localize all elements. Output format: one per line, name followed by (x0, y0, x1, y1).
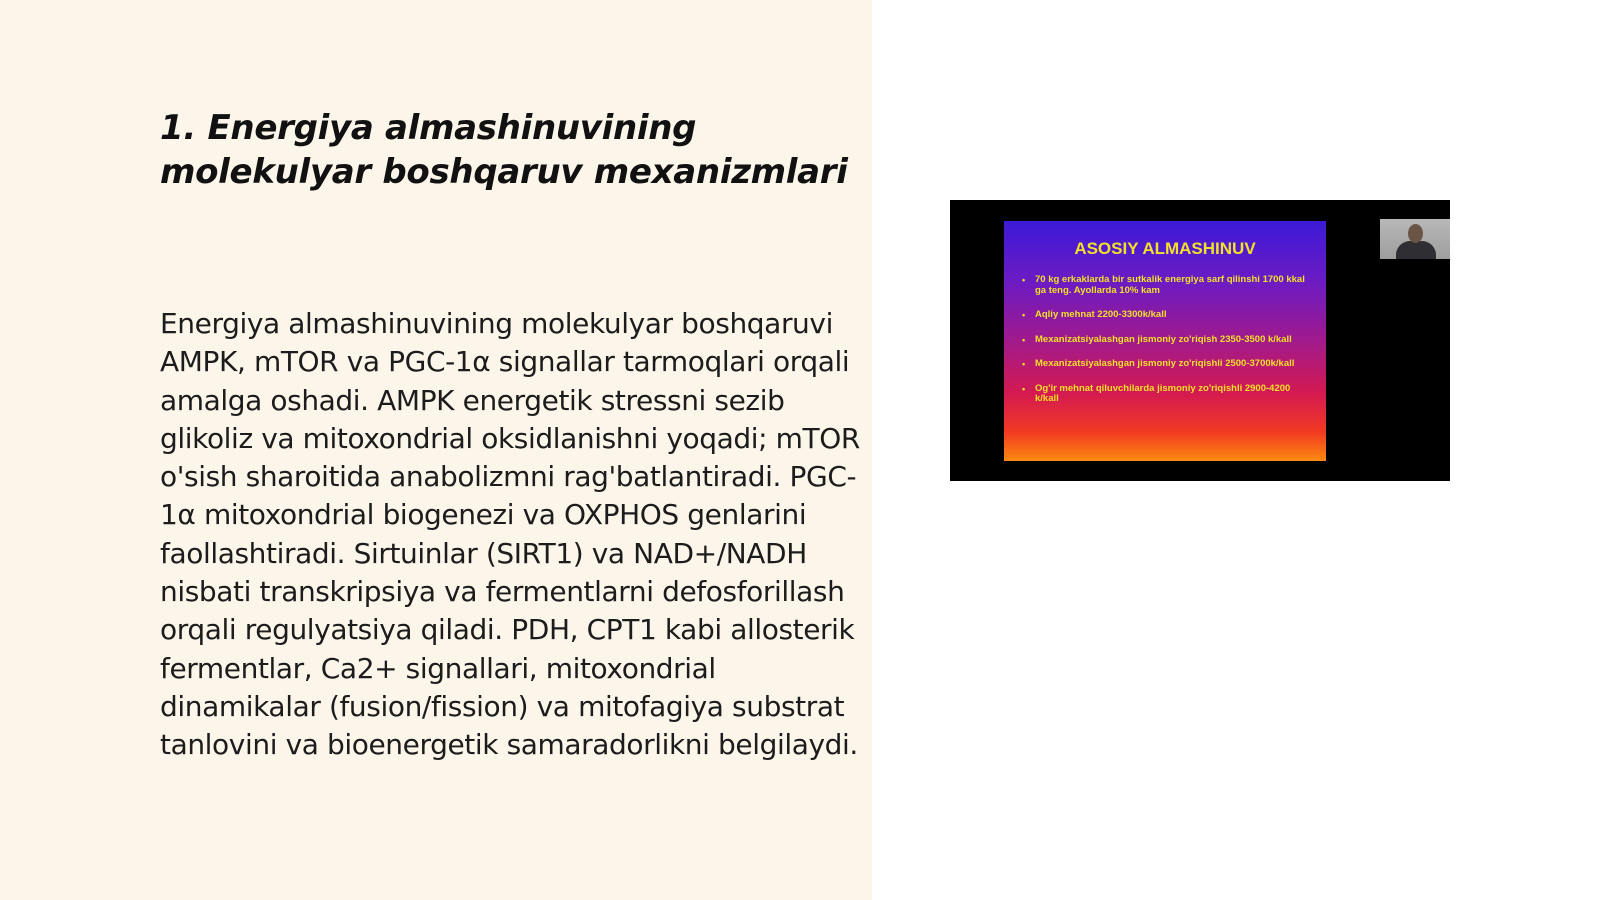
bullet-icon: • (1022, 383, 1026, 394)
slide-title: 1. Energiya almashinuvining molekulyar boshqaruv mexanizmlari (160, 108, 848, 192)
bullet-icon: • (1022, 334, 1026, 345)
presenter-webcam-thumbnail (1380, 219, 1450, 259)
list-item-text: 70 kg erkaklarda bir sutkalik energiya sarf qilinshi 1700 kkal ga teng. Ayollarda 10% kam (1035, 274, 1305, 296)
video-lecture-slide (1004, 221, 1326, 461)
list-item-text: Og'ir mehnat qiluvchilarda jismoniy zo'riqishli 2900-4200 k/kall (1035, 382, 1291, 404)
list-item-text: Aqliy mehnat 2200-3300k/kall (1035, 309, 1167, 320)
lecture-slide-bullets (1022, 275, 1316, 419)
list-item (1022, 275, 1316, 296)
bullet-icon: • (1022, 275, 1026, 285)
list-item (1022, 384, 1316, 405)
list-item (1022, 335, 1316, 346)
list-item (1022, 359, 1316, 370)
list-item (1022, 310, 1316, 321)
presenter-head (1408, 224, 1423, 243)
bullet-icon: • (1022, 310, 1026, 320)
presenter-body (1396, 241, 1436, 259)
bullet-icon: • (1022, 359, 1026, 369)
list-item-text: Mexanizatsiyalashgan jismoniy zo'riqish 2350-3500 k/kall (1035, 333, 1292, 345)
lecture-slide-title: ASOSIY ALMASHINUV (1074, 239, 1256, 258)
slide-body-text: Energiya almashinuvining molekulyar boshqaruvi AMPK, mTOR va PGC-1α signallar tarmoqlari orqali amalga oshadi. AMPK energetik stressni sezib glikoliz va mitoxondrial oksidlanishni yoqadi; mTOR o'sish sharoitida anabolizmni rag'batlantiradi. PGC-1α mitoxondrial biogenezi va OXPHOS genlarini faollashtiradi. Sirtuinlar (SIRT1) va NAD+/NADH nisbati transkripsiya va fermentlarni defosforillash orqali regulyatsiya qiladi. PDH, CPT1 kabi allosterik fermentlar, Ca2+ signallari, mitoxondrial dinamikalar (fusion/fission) va mitofagiya substrat tanlovini va bioenergetik samaradorlikni belgilaydi. (160, 307, 860, 762)
embedded-video[interactable] (950, 200, 1450, 481)
list-item-text: Mexanizatsiyalashgan jismoniy zo'riqishli 2500-3700k/kall (1035, 358, 1295, 369)
